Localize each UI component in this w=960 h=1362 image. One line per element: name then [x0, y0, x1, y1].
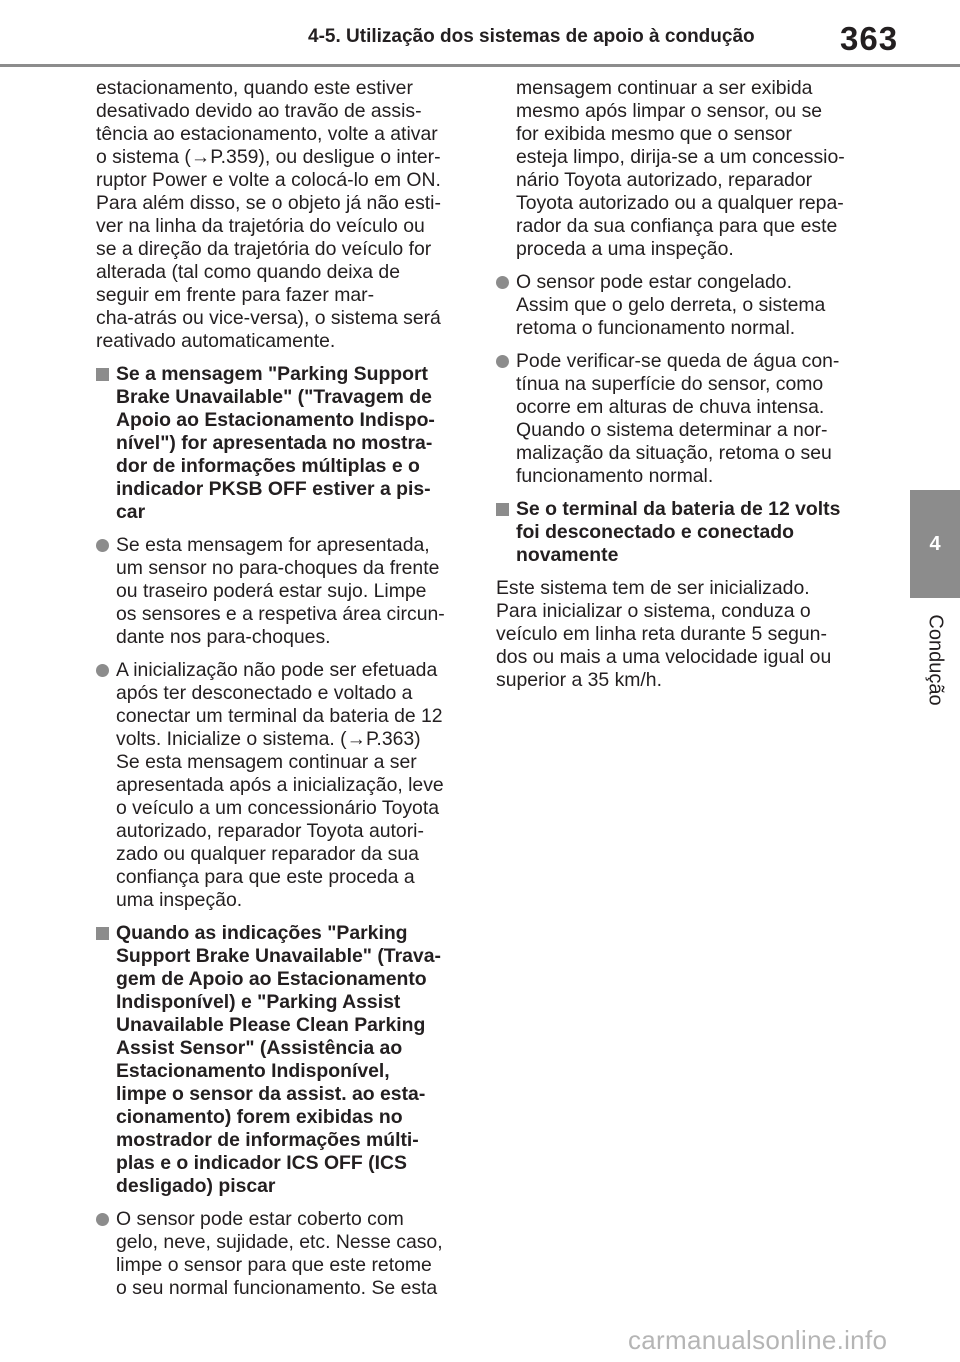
heading-line: Assist Sensor" (Assistência ao — [116, 1037, 403, 1059]
round-bullet-icon — [96, 539, 109, 552]
heading-line: limpe o sensor da assist. ao esta- — [116, 1083, 426, 1105]
continued-text — [496, 77, 866, 261]
text-line: for exibida mesmo que o sensor — [516, 123, 792, 145]
heading-line: car — [116, 501, 146, 523]
text-line: após ter desconectado e voltado a — [116, 682, 413, 704]
text-line: Pode verificar-se queda de água con- — [516, 350, 840, 372]
right-column — [496, 77, 866, 702]
text-line: ocorre em alturas de chuva intensa. — [516, 396, 825, 418]
header-rule — [0, 64, 960, 67]
section-heading — [96, 363, 466, 524]
bullet-item — [496, 271, 866, 340]
intro-paragraph — [96, 77, 466, 353]
heading-line: Unavailable Please Clean Parking — [116, 1014, 426, 1036]
left-column — [96, 77, 466, 1310]
heading-line: Se a mensagem "Parking Support — [116, 363, 428, 385]
heading-line: mostrador de informações múlti- — [116, 1129, 419, 1151]
text-line: Para além disso, se o objeto já não esti- — [96, 192, 441, 214]
text-line: A inicialização não pode ser efetuada — [116, 659, 438, 681]
text-line: malização da situação, retoma o seu — [516, 442, 832, 464]
text-line: dante nos para-choques. — [116, 626, 331, 648]
text-line: gelo, neve, sujidade, etc. Nesse caso, — [116, 1231, 443, 1253]
watermark: carmanualsonline.info — [628, 1325, 888, 1355]
text-line: ou traseiro poderá estar sujo. Limpe — [116, 580, 427, 602]
text-line: Toyota autorizado ou a qualquer repa- — [516, 192, 844, 214]
text-line: rador da sua confiança para que este — [516, 215, 838, 237]
text-line: cha-atrás ou vice-versa), o sistema será — [96, 307, 441, 329]
square-bullet-icon — [496, 503, 509, 516]
text-line: seguir em frente para fazer mar- — [96, 284, 375, 306]
text-line: ruptor Power e volte a colocá-lo em ON. — [96, 169, 441, 191]
text-line: volts. Inicialize o sistema. (→P.363) — [116, 728, 421, 750]
text-line: O sensor pode estar coberto com — [116, 1208, 404, 1230]
text-line: conectar um terminal da bateria de 12 — [116, 705, 443, 727]
square-bullet-icon — [96, 368, 109, 381]
text-line: estacionamento, quando este estiver — [96, 77, 413, 99]
text-line: o seu normal funcionamento. Se esta — [116, 1277, 438, 1299]
square-bullet-icon — [96, 927, 109, 940]
heading-line: cionamento) forem exibidas no — [116, 1106, 403, 1128]
section-title: 4-5. Utilização dos sistemas de apoio à condução — [308, 26, 755, 47]
chapter-label: Condução — [924, 614, 947, 706]
round-bullet-icon — [96, 664, 109, 677]
text-line: veículo em linha reta durante 5 segun- — [496, 623, 827, 645]
section-heading — [496, 498, 866, 567]
heading-line: dor de informações múltiplas e o — [116, 455, 420, 477]
text-line: retoma o funcionamento normal. — [516, 317, 796, 339]
text-line: confiança para que este proceda a — [116, 866, 415, 888]
chapter-number: 4 — [929, 532, 941, 555]
text-line: ver na linha da trajetória do veículo ou — [96, 215, 425, 237]
text-line: mesmo após limpar o sensor, ou se — [516, 100, 823, 122]
heading-line: Indisponível) e "Parking Assist — [116, 991, 401, 1013]
heading-line: Brake Unavailable" ("Travagem de — [116, 386, 432, 408]
text-line: apresentada após a inicialização, leve — [116, 774, 444, 796]
text-line: Se esta mensagem for apresentada, — [116, 534, 430, 556]
bullet-item — [96, 1208, 466, 1300]
bullet-item — [496, 350, 866, 488]
text-line: dos ou mais a uma velocidade igual ou — [496, 646, 832, 668]
page-number: 363 — [840, 20, 899, 57]
text-line: um sensor no para-choques da frente — [116, 557, 440, 579]
heading-line: gem de Apoio ao Estacionamento — [116, 968, 427, 990]
text-line: zado ou qualquer reparador da sua — [116, 843, 419, 865]
round-bullet-icon — [496, 276, 509, 289]
text-line: Se esta mensagem continuar a ser — [116, 751, 417, 773]
heading-line: Support Brake Unavailable" (Trava- — [116, 945, 441, 967]
heading-line: novamente — [516, 544, 619, 566]
text-line: os sensores e a respetiva área circun- — [116, 603, 445, 625]
text-line: reativado automaticamente. — [96, 330, 336, 352]
heading-line: Estacionamento Indisponível, — [116, 1060, 390, 1082]
text-line: esteja limpo, dirija-se a um concessio- — [516, 146, 845, 168]
text-line: superior a 35 km/h. — [496, 669, 662, 691]
round-bullet-icon — [96, 1213, 109, 1226]
text-line: proceda a uma inspeção. — [516, 238, 734, 260]
heading-line: Apoio ao Estacionamento Indispo- — [116, 409, 435, 431]
text-line: o veículo a um concessionário Toyota — [116, 797, 440, 819]
round-bullet-icon — [496, 355, 509, 368]
text-line: Para inicializar o sistema, conduza o — [496, 600, 811, 622]
body-paragraph — [496, 577, 866, 692]
chapter-tab — [910, 490, 960, 598]
text-line: nário Toyota autorizado, reparador — [516, 169, 813, 191]
section-heading — [96, 922, 466, 1198]
heading-line: desligado) piscar — [116, 1175, 276, 1197]
text-line: uma inspeção. — [116, 889, 243, 911]
text-line: Assim que o gelo derreta, o sistema — [516, 294, 826, 316]
heading-line: indicador PKSB OFF estiver a pis- — [116, 478, 431, 500]
text-line: Quando o sistema determinar a nor- — [516, 419, 828, 441]
heading-line: Se o terminal da bateria de 12 volts — [516, 498, 841, 520]
bullet-item — [96, 659, 466, 912]
heading-line: plas e o indicador ICS OFF (ICS — [116, 1152, 407, 1174]
text-line: Este sistema tem de ser inicializado. — [496, 577, 810, 599]
text-line: funcionamento normal. — [516, 465, 714, 487]
bullet-item — [96, 534, 466, 649]
heading-line: foi desconectado e conectado — [516, 521, 794, 543]
text-line: alterada (tal como quando deixa de — [96, 261, 400, 283]
text-line: o sistema (→P.359), ou desligue o inter- — [96, 146, 441, 168]
text-line: tínua na superfície do sensor, como — [516, 373, 824, 395]
text-line: autorizado, reparador Toyota autori- — [116, 820, 424, 842]
text-line: se a direção da trajetória do veículo for — [96, 238, 432, 260]
text-line: O sensor pode estar congelado. — [516, 271, 792, 293]
text-line: tência ao estacionamento, volte a ativar — [96, 123, 438, 145]
heading-line: nível") for apresentada no mostra- — [116, 432, 433, 454]
text-line: desativado devido ao travão de assis- — [96, 100, 422, 122]
heading-line: Quando as indicações "Parking — [116, 922, 408, 944]
text-line: limpe o sensor para que este retome — [116, 1254, 432, 1276]
text-line: mensagem continuar a ser exibida — [516, 77, 813, 99]
